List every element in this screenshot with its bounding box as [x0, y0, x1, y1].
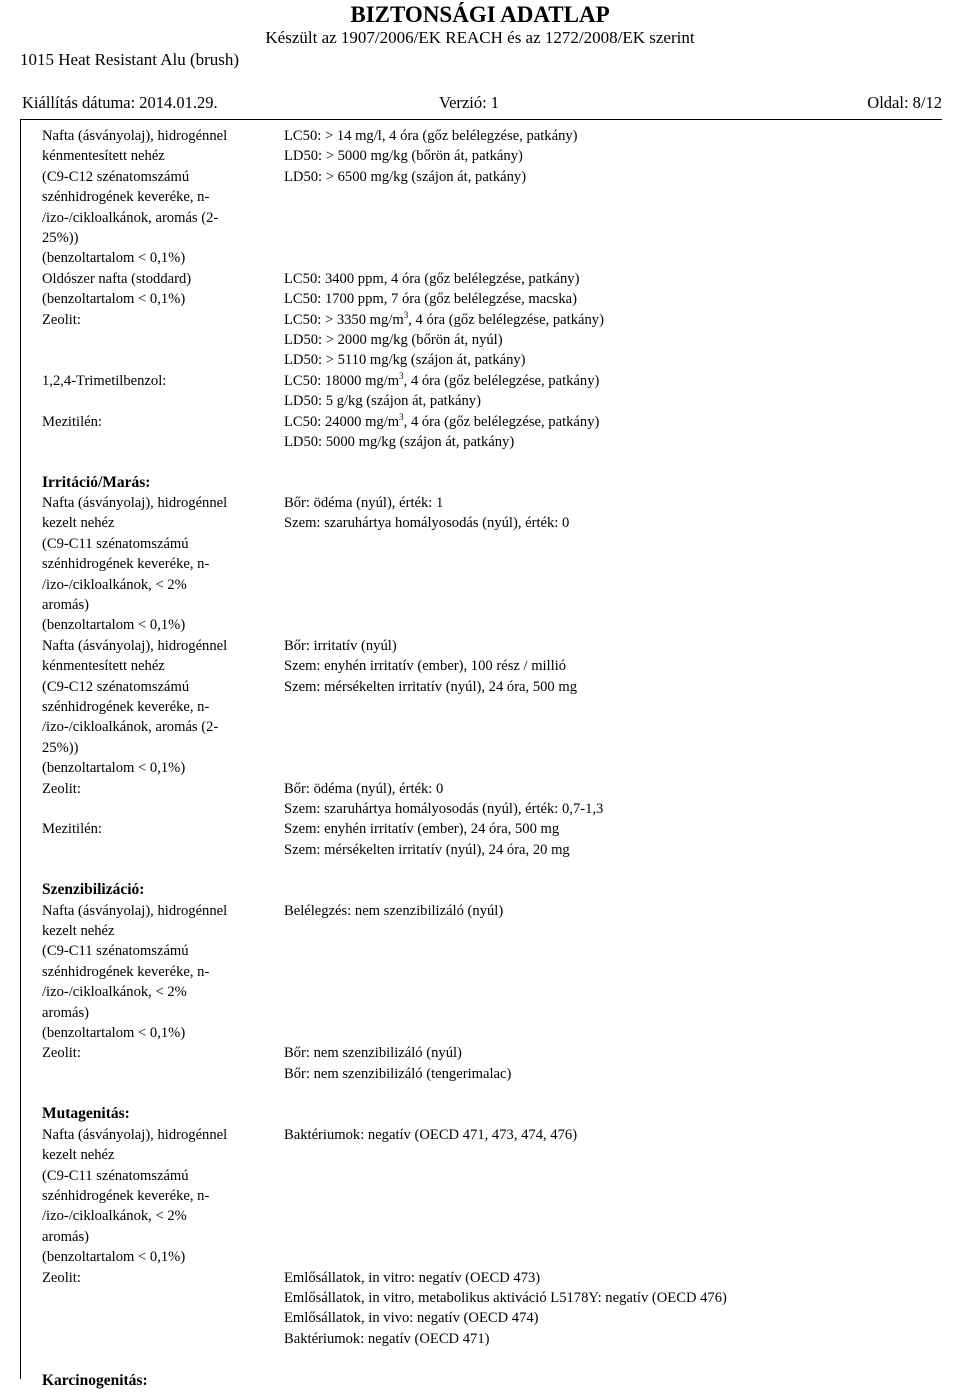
substance-row: [42, 269, 942, 310]
value-text: LC50: 18000 mg/m: [284, 372, 400, 389]
substance-row: [42, 493, 942, 636]
substance-name: [42, 493, 284, 636]
text-line: aromás): [42, 1228, 90, 1245]
document-title: BIZTONSÁGI ADATLAP: [350, 2, 610, 27]
substance-values: [284, 1268, 942, 1350]
text-line: szénhidrogének keveréke, n-: [42, 963, 210, 980]
section-heading-sensitisation: Szenzibilizáció:: [42, 881, 145, 899]
text-line: Belélegzés: nem szenzibilizáló (nyúl): [284, 902, 504, 919]
substance-row: [42, 779, 942, 820]
value-text: , 4 óra (gőz belélegzése, patkány): [403, 413, 600, 430]
text-line: Nafta (ásványolaj), hidrogénnel: [42, 637, 228, 654]
text-line: szénhidrogének keveréke, n-: [42, 189, 210, 206]
text-line: (C9-C11 szénatomszámú: [42, 1167, 189, 1184]
substance-name: [42, 126, 284, 269]
text-line: Mezitilén:: [42, 413, 102, 430]
substance-values: [284, 126, 942, 269]
regulation-subtitle: Készült az 1907/2006/EK REACH és az 1272/2008/EK szerint: [265, 28, 695, 47]
superscript: 3: [399, 411, 404, 422]
text-line: szénhidrogének keveréke, n-: [42, 698, 210, 715]
text-line: Bőr: ödéma (nyúl), érték: 0: [284, 780, 444, 797]
substance-row: [42, 371, 942, 412]
substance-row: [42, 819, 942, 860]
substance-row: [42, 1268, 942, 1350]
header-meta-row: [22, 93, 942, 115]
substance-values: [284, 493, 942, 636]
text-line: (benzoltartalom < 0,1%): [42, 291, 186, 308]
text-line: Szem: mérsékelten irritatív (nyúl), 24 óra, 20 mg: [284, 841, 570, 858]
text-line: Szem: mérsékelten irritatív (nyúl), 24 óra, 500 mg: [284, 678, 578, 695]
version: Verzió: 1: [439, 93, 500, 112]
substance-row: [42, 310, 942, 371]
text-line: (benzoltartalom < 0,1%): [42, 617, 186, 634]
left-margin-rule: [20, 119, 21, 1379]
text-line: (C9-C12 szénatomszámú: [42, 678, 190, 695]
substance-values: [284, 310, 942, 371]
section-heading-mutagenicity: Mutagenitás:: [42, 1105, 130, 1123]
text-line: aromás): [42, 1004, 90, 1021]
text-line: kénmentesített nehéz: [42, 148, 165, 165]
substance-values: [284, 269, 942, 310]
text-line: /izo-/cikloalkánok, < 2%: [42, 576, 187, 593]
text-line: Nafta (ásványolaj), hidrogénnel: [42, 1126, 228, 1143]
text-line: LD50: > 2000 mg/kg (bőrön át, nyúl): [284, 332, 503, 349]
substance-name: [42, 371, 284, 412]
text-line: (C9-C11 szénatomszámú: [42, 535, 189, 552]
superscript: 3: [399, 371, 404, 382]
issue-date: Kiállítás dátuma: 2014.01.29.: [22, 93, 218, 112]
text-line: LD50: > 5110 mg/kg (szájon át, patkány): [284, 352, 526, 369]
text-line: kezelt nehéz: [42, 1147, 115, 1164]
section-heading-carcinogenicity: Karcinogenitás:: [42, 1372, 148, 1390]
text-line: Nafta (ásványolaj), hidrogénnel: [42, 128, 228, 144]
text-line: Zeolit:: [42, 1045, 81, 1062]
value-text: , 4 óra (gőz belélegzése, patkány): [403, 372, 600, 389]
text-line: /izo-/cikloalkánok, < 2%: [42, 1208, 187, 1225]
text-line: LC50: > 14 mg/l, 4 óra (gőz belélegzése, patkány): [284, 128, 578, 144]
text-line: LC50: 3400 ppm, 4 óra (gőz belélegzése, patkány): [284, 270, 580, 287]
substance-name: [42, 819, 284, 860]
text-line: Nafta (ásványolaj), hidrogénnel: [42, 494, 228, 511]
text-line: Bőr: irritatív (nyúl): [284, 637, 397, 654]
substance-name: [42, 901, 284, 1044]
text-line: [284, 310, 942, 330]
value-text: , 4 óra (gőz belélegzése, patkány): [408, 311, 604, 328]
text-line: Emlősállatok, in vivo: negatív (OECD 474): [284, 1310, 539, 1327]
text-line: Nafta (ásványolaj), hidrogénnel: [42, 902, 228, 919]
substance-values: [284, 1043, 942, 1084]
text-line: [284, 371, 942, 391]
text-line: Emlősállatok, in vitro, metabolikus aktiváció L5178Y: negatív (OECD 476): [284, 1289, 727, 1306]
substance-row: [42, 636, 942, 779]
text-line: /izo-/cikloalkánok, aromás (2-: [42, 719, 219, 736]
substance-name: [42, 269, 284, 310]
text-line: Oldószer nafta (stoddard): [42, 270, 192, 287]
text-line: Bőr: nem szenzibilizáló (nyúl): [284, 1045, 462, 1062]
text-line: Szem: szaruhártya homályosodás (nyúl), érték: 0,7-1,3: [284, 801, 604, 817]
substance-values: [284, 412, 942, 453]
text-line: LD50: > 6500 mg/kg (szájon át, patkány): [284, 168, 527, 185]
substance-values: [284, 901, 942, 1044]
text-line: Szem: szaruhártya homályosodás (nyúl), érték: 0: [284, 515, 570, 532]
text-line: szénhidrogének keveréke, n-: [42, 556, 210, 573]
substance-name: [42, 1043, 284, 1084]
text-line: Zeolit:: [42, 311, 81, 328]
text-line: /izo-/cikloalkánok, < 2%: [42, 984, 187, 1001]
text-line: (benzoltartalom < 0,1%): [42, 1249, 186, 1266]
text-line: Zeolit:: [42, 1269, 81, 1286]
text-line: Baktériumok: negatív (OECD 471, 473, 474, 476): [284, 1126, 578, 1143]
substance-name: [42, 779, 284, 820]
text-line: Bőr: nem szenzibilizáló (tengerimalac): [284, 1065, 512, 1082]
superscript: 3: [403, 309, 409, 320]
text-line: LC50: 1700 ppm, 7 óra (gőz belélegzése, macska): [284, 291, 577, 308]
substance-row: [42, 126, 942, 269]
text-line: Emlősállatok, in vitro: negatív (OECD 473): [284, 1269, 541, 1286]
text-line: Zeolit:: [42, 780, 81, 797]
text-line: 1,2,4-Trimetilbenzol:: [42, 372, 167, 389]
substance-values: [284, 636, 942, 779]
substance-values: [284, 779, 942, 820]
text-line: kezelt nehéz: [42, 923, 115, 940]
text-line: Baktériumok: negatív (OECD 471): [284, 1330, 490, 1347]
text-line: kezelt nehéz: [42, 515, 115, 532]
value-text: LC50: > 3350 mg/m: [284, 311, 404, 328]
text-line: szénhidrogének keveréke, n-: [42, 1187, 210, 1204]
text-line: 25%)): [42, 230, 79, 247]
substance-row: [42, 901, 942, 1044]
text-line: (C9-C12 szénatomszámú: [42, 168, 190, 185]
substance-name: [42, 412, 284, 453]
value-text: LC50: 24000 mg/m: [284, 413, 400, 430]
substance-values: [284, 1125, 942, 1268]
header-divider: [20, 119, 942, 120]
text-line: (benzoltartalom < 0,1%): [42, 250, 186, 267]
text-line: LD50: 5000 mg/kg (szájon át, patkány): [284, 434, 515, 451]
substance-row: [42, 1125, 942, 1268]
text-line: (benzoltartalom < 0,1%): [42, 1025, 186, 1042]
substance-name: [42, 310, 284, 371]
text-line: [284, 412, 942, 432]
text-line: Szem: enyhén irritatív (ember), 100 rész / millió: [284, 658, 567, 675]
substance-values: [284, 371, 942, 412]
product-name: 1015 Heat Resistant Alu (brush): [20, 50, 240, 69]
text-line: aromás): [42, 596, 90, 613]
section-heading-irritation: Irritáció/Marás:: [42, 473, 151, 491]
text-line: LD50: > 5000 mg/kg (bőrön át, patkány): [284, 148, 523, 165]
substance-values: [284, 819, 942, 860]
text-line: 25%)): [42, 739, 79, 756]
text-line: (C9-C11 szénatomszámú: [42, 943, 189, 960]
substance-name: [42, 1125, 284, 1268]
text-line: Szem: enyhén irritatív (ember), 24 óra, 500 mg: [284, 821, 560, 838]
substance-name: [42, 636, 284, 779]
page-number: Oldal: 8/12: [867, 93, 942, 112]
text-line: Mezitilén:: [42, 821, 102, 838]
text-line: Bőr: ödéma (nyúl), érték: 1: [284, 494, 444, 511]
text-line: LD50: 5 g/kg (szájon át, patkány): [284, 393, 481, 410]
text-line: kénmentesített nehéz: [42, 658, 165, 675]
text-line: /izo-/cikloalkánok, aromás (2-: [42, 209, 219, 226]
text-line: (benzoltartalom < 0,1%): [42, 760, 186, 777]
substance-row: [42, 1043, 942, 1084]
document-body: [42, 126, 942, 1392]
substance-name: [42, 1268, 284, 1350]
substance-row: [42, 412, 942, 453]
